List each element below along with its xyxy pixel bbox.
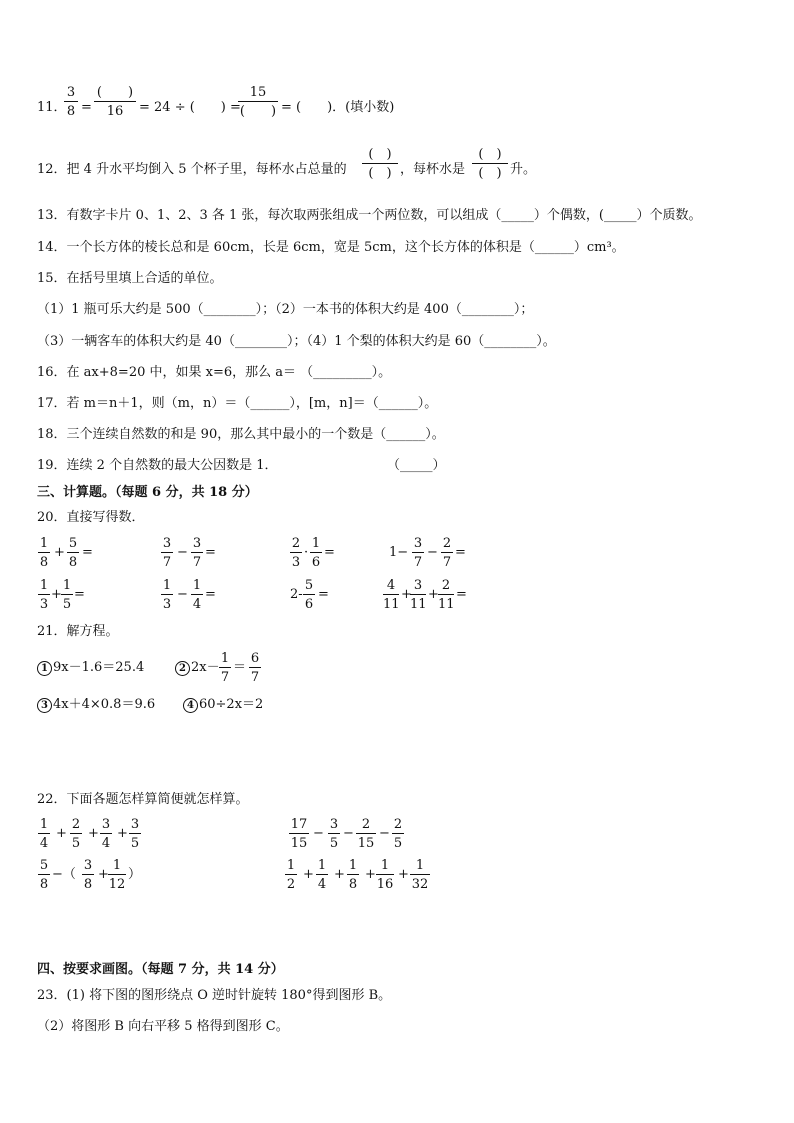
fraction: 5 8 — [39, 858, 49, 892]
operator: + — [428, 587, 439, 602]
operator: − — [343, 826, 354, 841]
equals: = — [82, 545, 93, 560]
fraction: 1 8 — [39, 536, 49, 570]
fraction: 2 5 — [71, 817, 81, 851]
operator: + — [334, 867, 345, 882]
circle-number-3: 3 — [37, 698, 52, 713]
q11-middle-text: = 24 ÷ ( ) = — [139, 100, 241, 115]
fraction: 3 5 — [130, 817, 140, 851]
equation-text: 9x－1.6＝25.4 — [53, 660, 145, 675]
operator: + — [117, 826, 128, 841]
fraction: 3 5 — [329, 817, 339, 851]
prefix: 1− — [389, 545, 409, 560]
q19-text: 19．连续 2 个自然数的最大公因数是 1． — [37, 458, 278, 473]
equals: ＝ — [233, 660, 247, 675]
fraction: 6 7 — [250, 651, 260, 685]
q15-line-1: （1）1 瓶可乐大约是 500（________）；（2）一本书的体积大约是 400（________）； — [37, 302, 534, 317]
q23-line-1: 23．(1) 将下图的图形绕点 O 逆时针旋转 180°得到图形 B。 — [37, 988, 392, 1003]
fraction: 17 15 — [290, 817, 308, 851]
fraction: 1 7 — [220, 651, 230, 685]
fraction: 1 8 — [348, 858, 358, 892]
fraction: 1 4 — [192, 578, 202, 612]
q17: 17．若 m＝n＋1，则（m，n）＝（______），[m，n]＝（______）。 — [37, 396, 438, 411]
q21-equation-1 — [37, 660, 144, 676]
operator: − — [427, 545, 438, 560]
q16: 16．在 ax+8=20 中，如果 x=6，那么 a＝ （_________）。 — [37, 365, 392, 380]
q23-line-2: （2）将图形 B 向右平移 5 格得到图形 C。 — [37, 1019, 289, 1034]
equals: = — [455, 545, 466, 560]
q21-title: 21．解方程。 — [37, 624, 119, 639]
operator: + — [401, 587, 412, 602]
fraction: 1 3 — [39, 578, 49, 612]
equals: = — [456, 587, 467, 602]
operator: + — [56, 826, 67, 841]
fraction: 2 7 — [442, 536, 452, 570]
fraction: 1 12 — [108, 858, 126, 892]
section-3-heading: 三、计算题。（每题 6 分，共 18 分） — [37, 485, 258, 500]
q22-title: 22．下面各题怎样算简便就怎样算。 — [37, 792, 249, 807]
equation-text: 2x－ — [191, 660, 220, 675]
q11-fraction-2[interactable]: ( ) 16 — [94, 85, 136, 119]
fraction: 3 7 — [162, 536, 172, 570]
operator: + — [303, 867, 314, 882]
q12-text-2: ，每杯水是 — [400, 162, 466, 177]
prefix: 2- — [290, 587, 303, 602]
q21-equation-4 — [183, 697, 263, 713]
fraction: 1 6 — [311, 536, 321, 570]
section-4-heading: 四、按要求画图。（每题 7 分，共 14 分） — [37, 962, 284, 977]
circle-number-4: 4 — [183, 698, 198, 713]
fraction: 1 5 — [62, 578, 72, 612]
fraction: 1 2 — [286, 858, 296, 892]
equals: = — [205, 545, 216, 560]
q11-tail-text: = ( )．(填小数) — [281, 100, 395, 115]
fraction: 3 4 — [101, 817, 111, 851]
equation-prefix — [175, 660, 220, 676]
equation-text: 60÷2x＝2 — [199, 697, 264, 712]
q21-equation-3 — [37, 697, 155, 713]
q19-blank[interactable]: （_____） — [387, 458, 446, 473]
q12-answer-fraction-2[interactable]: ( ) ( ) — [472, 147, 508, 181]
fraction: 2 3 — [291, 536, 301, 570]
fraction: 1 4 — [317, 858, 327, 892]
fraction: 5 8 — [68, 536, 78, 570]
fraction: 1 16 — [376, 858, 394, 892]
operator: + — [88, 826, 99, 841]
operator: + — [54, 545, 65, 560]
operator: − — [379, 826, 390, 841]
q14: 14．一个长方体的棱长总和是 60cm，长是 6cm，宽是 5cm，这个长方体的体积是（______）cm³。 — [37, 240, 625, 255]
equals: = — [318, 587, 329, 602]
fraction: 2 5 — [393, 817, 403, 851]
q12-text-1: 12．把 4 升水平均倒入 5 个杯子里，每杯水占总量的 — [37, 162, 347, 177]
operator: − — [177, 587, 188, 602]
fraction: 3 8 — [83, 858, 93, 892]
operator: + — [365, 867, 376, 882]
equals: = — [205, 587, 216, 602]
operator: − — [313, 826, 324, 841]
fraction: 5 6 — [304, 578, 314, 612]
operator: + — [98, 867, 109, 882]
q13: 13．有数字卡片 0、1、2、3 各 1 张，每次取两张组成一个两位数，可以组成（_____）个偶数，(_____）个质数。 — [37, 208, 702, 223]
q15-line-2: （3）一辆客车的体积大约是 40（________）；（4）1 个梨的体积大约是 60（________）。 — [37, 334, 556, 349]
fraction: 1 4 — [39, 817, 49, 851]
q20-title: 20．直接写得数． — [37, 510, 145, 525]
fraction: 2 11 — [438, 578, 455, 612]
bracket: ） — [128, 867, 142, 882]
q11-fraction-1: 3 8 — [64, 85, 78, 119]
q15-title: 15．在括号里填上合适的单位。 — [37, 271, 223, 286]
fraction: 3 11 — [410, 578, 427, 612]
operator: · — [304, 545, 309, 560]
equals: = — [74, 587, 85, 602]
circle-number-2: 2 — [175, 661, 190, 676]
fraction: 1 3 — [162, 578, 172, 612]
fraction: 2 15 — [357, 817, 375, 851]
fraction: 3 7 — [192, 536, 202, 570]
q12-text-3: 升。 — [510, 162, 537, 177]
q11-equals: = — [81, 100, 92, 115]
equation-text: 4x＋4×0.8＝9.6 — [53, 697, 156, 712]
fraction: 1 32 — [411, 858, 429, 892]
operator: − — [177, 545, 188, 560]
operator: −（ — [52, 867, 76, 882]
operator: + — [51, 587, 62, 602]
operator: + — [398, 867, 409, 882]
q11-fraction-3[interactable]: 15 ( ) — [239, 85, 277, 119]
q11-number: 11． — [37, 100, 67, 115]
q12-answer-fraction-1[interactable]: ( ) ( ) — [362, 147, 398, 181]
fraction: 4 11 — [383, 578, 400, 612]
q18: 18．三个连续自然数的和是 90，那么其中最小的一个数是（______）。 — [37, 427, 445, 442]
circle-number-1: 1 — [37, 661, 52, 676]
equals: = — [324, 545, 335, 560]
fraction: 3 7 — [413, 536, 423, 570]
